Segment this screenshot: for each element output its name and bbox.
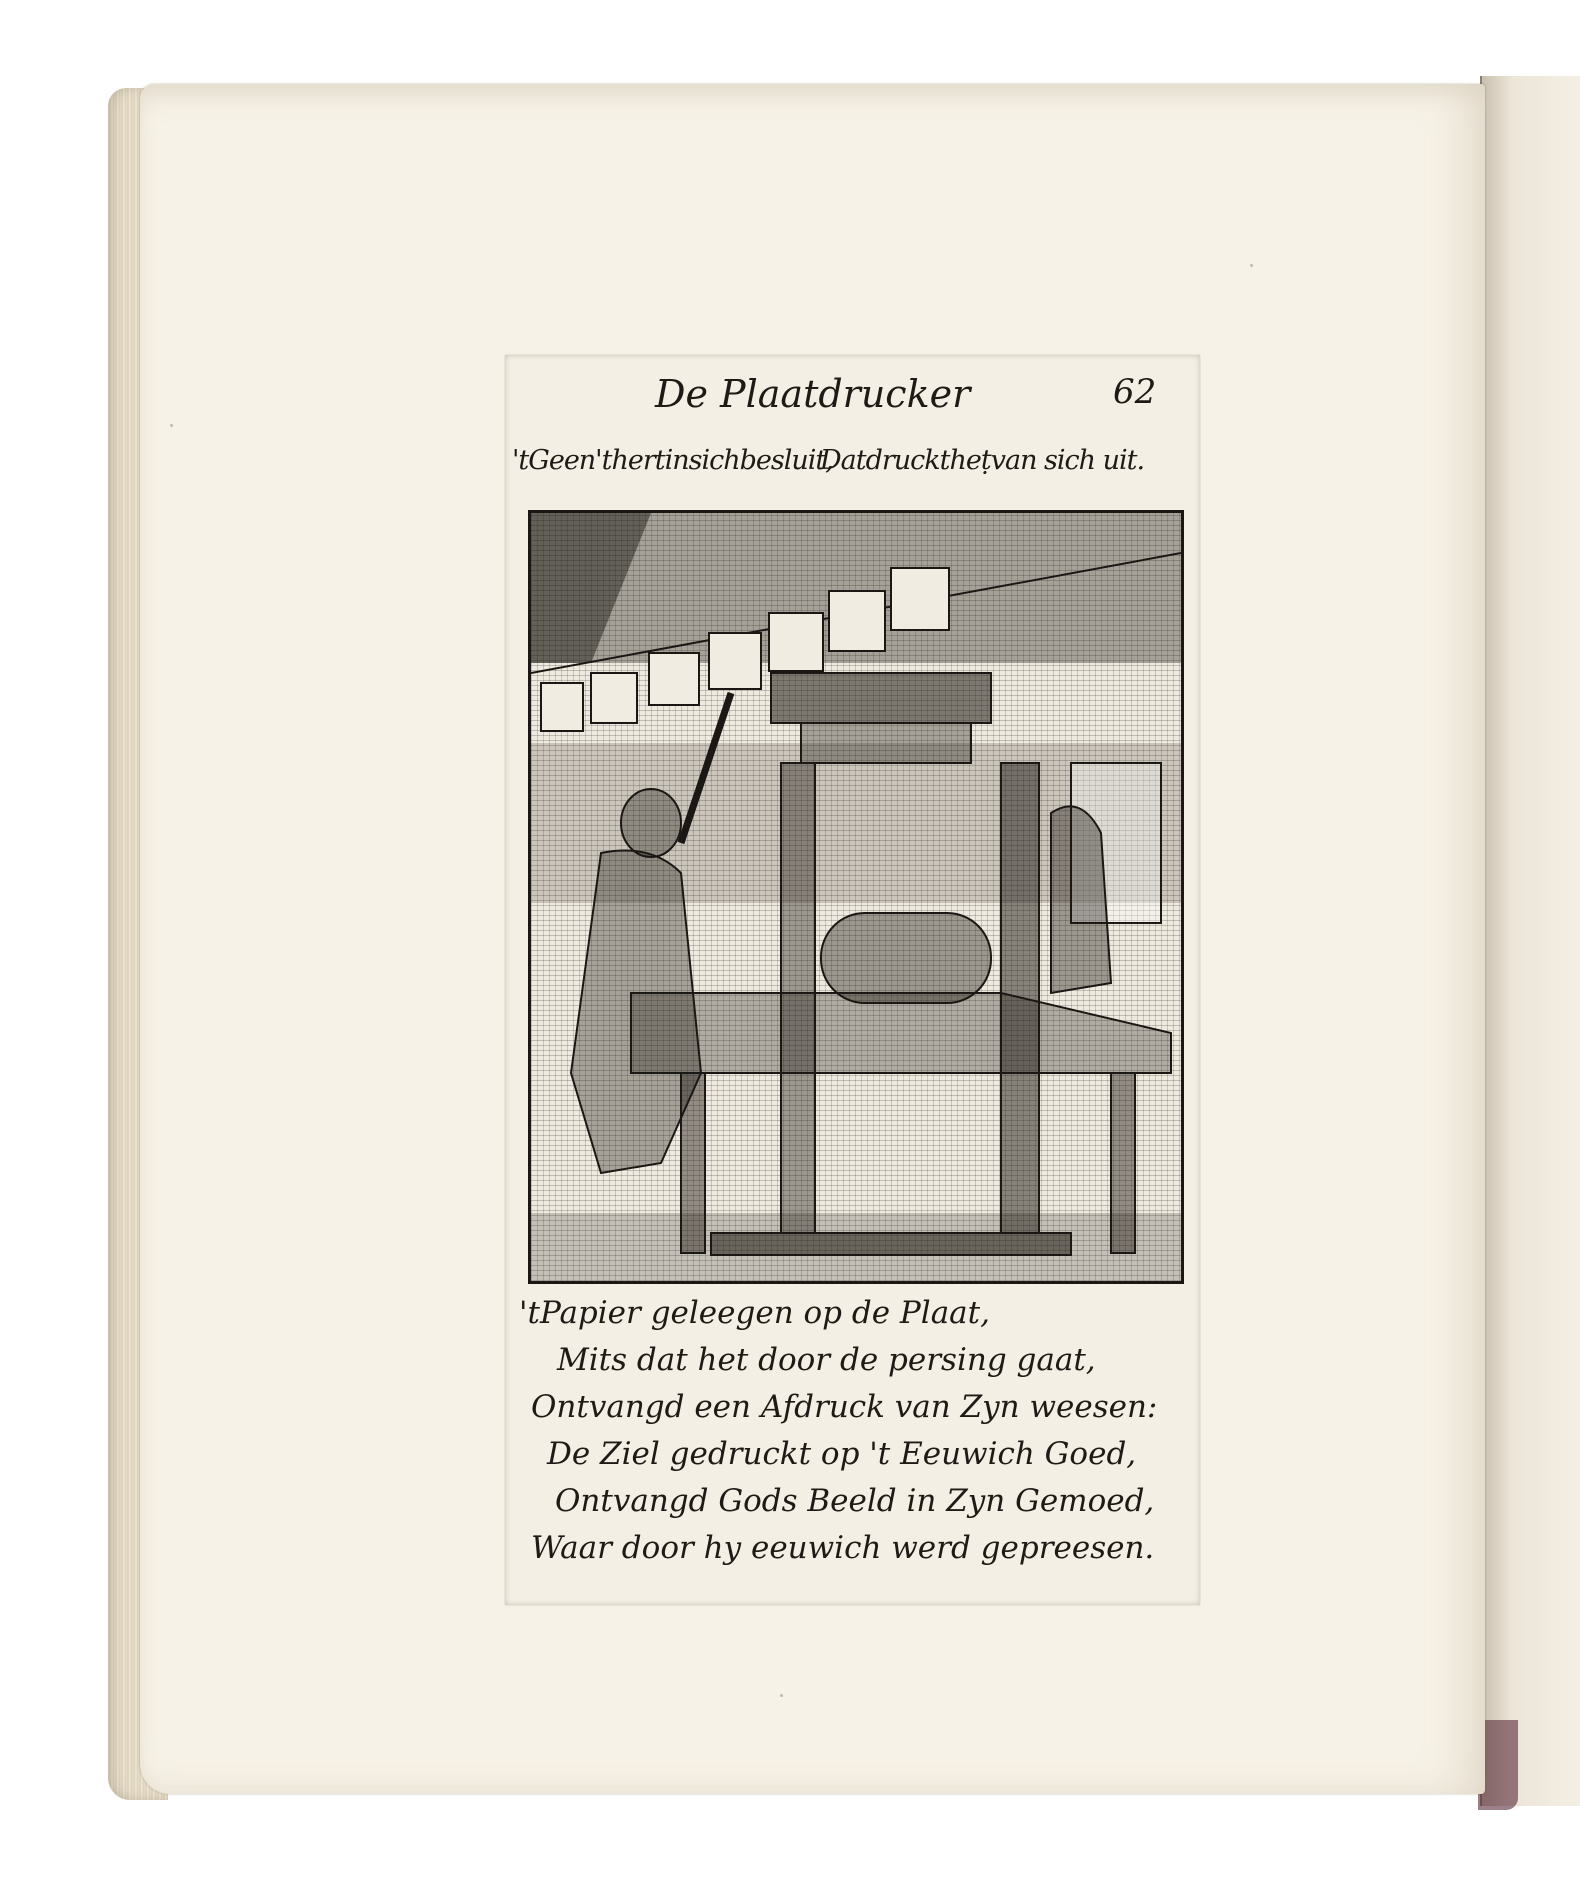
verse-line: Mits dat het door de persing gaat, [557, 1342, 1096, 1378]
motto-first-half: 'tGeen'thertinsichbesluit, [512, 445, 833, 476]
motto-second-half: Datdrucktheṭvan sich uit. [820, 445, 1145, 476]
press-head [801, 723, 971, 763]
verse-line: Ontvangd Gods Beeld in Zyn Gemoed, [555, 1483, 1155, 1519]
verse-line: De Ziel gedruckt op 't Eeuwich Goed, [547, 1436, 1137, 1472]
floor [531, 1213, 1181, 1281]
press-roller [821, 913, 991, 1003]
paper-speck [1250, 264, 1253, 267]
printing-press-scene [531, 513, 1181, 1281]
page-number: 62 [1113, 372, 1157, 412]
press-crossbeam [771, 673, 991, 723]
verse-line: 'tPapier geleegen op de Plaat, [519, 1295, 990, 1331]
printer-head [621, 789, 681, 857]
engraving-title: De Plaatdrucker [655, 372, 971, 416]
verse-line: Ontvangd een Afdruck van Zyn weesen: [531, 1389, 1158, 1425]
press-bed [631, 993, 1171, 1073]
verse-line: Waar door hy eeuwich werd gepreesen. [531, 1530, 1155, 1566]
paper-speck [170, 424, 173, 427]
second-worker [1051, 806, 1111, 993]
verse-block [515, 1290, 1205, 1572]
engraving-image [528, 510, 1184, 1284]
facing-page [1480, 76, 1580, 1806]
paper-speck [780, 1694, 783, 1697]
